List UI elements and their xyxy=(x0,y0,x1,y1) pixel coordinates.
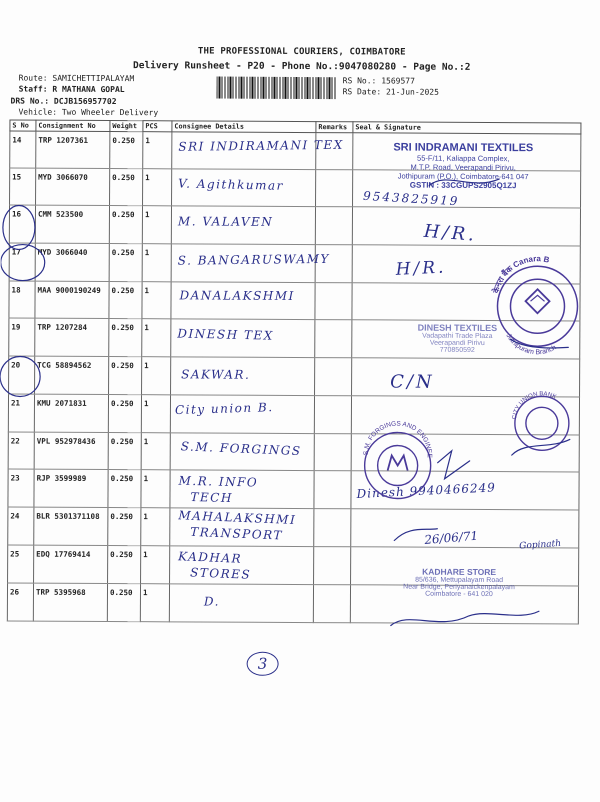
row-weight: 0.250 xyxy=(108,432,141,469)
col-sno: S No xyxy=(10,120,36,131)
row-sno: 22 xyxy=(8,432,34,469)
row-consignment-no: EDQ 17769414 xyxy=(34,545,108,583)
canara-seal-top-text: केनरा बैंक Canara B xyxy=(491,254,551,295)
row-remarks xyxy=(314,471,351,509)
indramani-stamp-line: M.T.P. Road, Veerapandi Pirivu, xyxy=(410,162,516,173)
table-row xyxy=(8,394,579,435)
row-weight: 0.250 xyxy=(107,583,140,621)
indramani-stamp-name: SRI INDRAMANI TEXTILES xyxy=(393,141,534,155)
indramani-stamp xyxy=(363,141,563,190)
consignee-handwritten: D. xyxy=(203,594,220,609)
row-consignee-cell xyxy=(170,508,314,547)
kadhare-stamp-line: Coimbatore - 641 020 xyxy=(425,590,493,599)
row-sno: 25 xyxy=(8,545,34,583)
barcode xyxy=(217,77,337,100)
consignee-handwritten: City union B. xyxy=(174,400,274,418)
row-weight: 0.250 xyxy=(110,132,143,169)
row-sno: 23 xyxy=(8,469,34,507)
runsheet-subtitle: Delivery Runsheet - P20 - Phone No.:9047080280 - Page No.:2 xyxy=(132,60,471,73)
row-sno: 14 xyxy=(10,131,36,168)
kadhare-stamp xyxy=(374,566,544,598)
row-pcs: 1 xyxy=(141,546,170,584)
row-pcs: 1 xyxy=(141,508,170,546)
row-consignment-no: CMM 523500 xyxy=(35,205,109,243)
row-remarks xyxy=(315,358,352,396)
row-weight: 0.250 xyxy=(110,169,143,206)
row-consignment-no: TRP 1207284 xyxy=(35,318,109,356)
row-consignment-no: TCG 58894562 xyxy=(35,356,109,394)
row-pcs: 1 xyxy=(142,244,171,282)
consignee-handwritten: KADHAR xyxy=(177,549,243,566)
delivery-table xyxy=(7,119,582,624)
consignee-handwritten: DANALAKSHMI xyxy=(179,288,295,303)
row-weight: 0.250 xyxy=(109,205,142,243)
row-sno: 18 xyxy=(9,281,35,318)
row-consignee-cell xyxy=(169,584,313,623)
row-weight: 0.250 xyxy=(109,356,142,394)
row-pcs: 1 xyxy=(143,132,172,169)
row15-signature: 9543825919 xyxy=(362,188,460,209)
row-consignee-cell xyxy=(170,546,314,585)
col-seal: Seal & Signature xyxy=(353,122,581,134)
sm-seal-arc-text: S.M. FORGINGS AND ENGINEERING xyxy=(362,420,433,458)
row-remarks xyxy=(315,320,352,358)
staff-label: Staff: R MATHANA GOPAL xyxy=(18,84,125,95)
drs-number: DRS No.: DCJB156957702 xyxy=(10,96,117,107)
row-sno: 26 xyxy=(7,583,33,621)
row-remarks xyxy=(315,245,352,283)
row23-signature: Dinesh 9940466249 xyxy=(356,480,497,501)
indramani-stamp-line: Jothipuram (P.O.), Coimbatore-641 047 xyxy=(397,171,529,182)
dinesh-stamp-line: Vadapathi Trade Plaza xyxy=(422,332,493,341)
rs-number: RS No.: 1569577 xyxy=(342,76,415,86)
row-consignment-no: RJP 3599989 xyxy=(34,469,108,507)
row16-signature: H/R. xyxy=(423,220,478,246)
row-remarks xyxy=(315,283,352,320)
row-remarks xyxy=(313,585,350,623)
row-remarks xyxy=(314,434,351,471)
row24-signature: 26/06/71 xyxy=(423,528,479,547)
consignee-handwritten: SAKWAR. xyxy=(181,367,251,382)
row-consignee-cell xyxy=(171,319,315,358)
consignee-handwritten-line2: STORES xyxy=(189,565,252,582)
row-weight: 0.250 xyxy=(108,394,141,432)
row-pcs: 1 xyxy=(140,584,169,622)
row-sno: 24 xyxy=(8,507,34,545)
row-consignment-no: MAA 9000190249 xyxy=(35,281,109,318)
row-pcs: 1 xyxy=(142,282,171,319)
row-consignment-no: TRP 1207361 xyxy=(36,131,110,168)
row-sno: 21 xyxy=(8,394,34,432)
table-row xyxy=(9,281,580,321)
table-row xyxy=(9,205,580,246)
dinesh-stamp-line: 770850592 xyxy=(439,346,475,354)
row-sno: 17 xyxy=(9,243,35,281)
row-pcs: 1 xyxy=(143,169,172,206)
table-row xyxy=(8,432,579,472)
row-weight: 0.250 xyxy=(108,545,141,583)
row-pcs: 1 xyxy=(142,357,171,395)
row-sno: 16 xyxy=(9,205,35,243)
consignee-handwritten: M.R. INFO xyxy=(178,473,259,490)
row20-signature: C/N xyxy=(390,371,435,393)
row-seal-signature xyxy=(352,245,580,284)
cub-seal-arc-text: CITY UNION BANK xyxy=(511,391,557,420)
consignee-handwritten: DINESH TEX xyxy=(177,326,274,343)
row-consignee-cell xyxy=(171,357,315,396)
row-pcs: 1 xyxy=(141,470,170,508)
row-sno: 19 xyxy=(9,318,35,356)
row-seal-signature xyxy=(351,396,579,435)
consignee-handwritten: S.M. FORGINGS xyxy=(180,439,302,459)
row-seal-signature xyxy=(352,283,580,321)
row-consignee-cell xyxy=(172,169,316,207)
row-remarks xyxy=(314,509,351,547)
route-label: Route: SAMICHETTIPALAYAM xyxy=(18,73,135,84)
row-consignee-cell xyxy=(170,395,314,434)
row-pcs: 1 xyxy=(142,319,171,357)
col-pcs: PCS xyxy=(143,121,172,132)
table-row xyxy=(8,507,579,548)
page-number-mark: 3 xyxy=(247,652,279,676)
row-consignment-no: MYD 3066070 xyxy=(36,168,110,205)
row-weight: 0.250 xyxy=(108,507,141,545)
indramani-stamp-gstin: GSTIN : 33CGUPS2905Q1ZJ xyxy=(409,180,517,191)
consignee-handwritten: SRI INDIRAMANI TEX xyxy=(178,137,344,154)
row24-signature-name: Gopinath xyxy=(518,538,562,552)
row-pcs: 1 xyxy=(142,206,171,244)
row-consignee-cell xyxy=(170,433,314,471)
col-consignee: Consignee Details xyxy=(172,121,316,133)
row-weight: 0.250 xyxy=(109,318,142,356)
row-consignee-cell xyxy=(170,470,314,509)
row-remarks xyxy=(316,133,353,170)
row-consignee-cell xyxy=(171,206,315,245)
indramani-stamp-line: 55-F/11, Kaliappa Complex, xyxy=(417,153,510,164)
row17-signature: H/R. xyxy=(395,257,447,280)
vehicle-label: Vehicle: Two Wheeler Delivery xyxy=(18,107,159,118)
row-weight: 0.250 xyxy=(108,469,141,507)
row-sno: 20 xyxy=(9,356,35,394)
row-weight: 0.250 xyxy=(109,281,142,318)
kadhare-stamp-line: 85/636, Mettupalayam Road xyxy=(415,576,504,585)
row-pcs: 1 xyxy=(141,395,170,433)
row-weight: 0.250 xyxy=(109,243,142,281)
col-weight: Weight xyxy=(110,121,143,132)
row-consignment-no: BLR 5301371108 xyxy=(34,507,108,545)
consignee-handwritten: MAHALAKSHMI xyxy=(178,508,297,528)
consignee-handwritten: S. BANGARUSWAMY xyxy=(177,251,330,268)
row-remarks xyxy=(314,396,351,434)
row-seal-signature xyxy=(351,434,579,472)
row-consignment-no: VPL 952978436 xyxy=(34,432,108,469)
dinesh-stamp-name: DINESH TEXTILES xyxy=(417,322,498,334)
kadhare-stamp-line: Near Bridge, Periyanaickenpalayam xyxy=(403,583,515,592)
company-title: THE PROFESSIONAL COURIERS, COIMBATORE xyxy=(197,46,406,58)
row-consignee-cell xyxy=(171,244,330,283)
consignee-handwritten-line2: TECH xyxy=(190,490,234,506)
consignee-handwritten-line2: TRANSPORT xyxy=(190,524,284,543)
row-pcs: 1 xyxy=(141,433,170,470)
row-consignment-no: MYD 3066040 xyxy=(35,243,109,281)
col-consignment: Consignment No xyxy=(36,120,110,131)
row-seal-signature xyxy=(352,358,580,397)
col-remarks: Remarks xyxy=(316,122,353,133)
consignee-handwritten: M. VALAVEN xyxy=(177,214,274,229)
dinesh-stamp-line: Veerapandi Pirivu xyxy=(429,339,485,347)
consignee-handwritten: V. Agithkumar xyxy=(177,176,284,193)
dinesh-stamp xyxy=(382,322,532,354)
row-consignee-cell xyxy=(172,132,344,170)
kadhare-stamp-name: KADHARE STORE xyxy=(422,566,497,578)
row-consignment-no: KMU 2071831 xyxy=(34,394,108,432)
row-remarks xyxy=(315,207,352,245)
row-consignee-cell xyxy=(171,282,315,320)
row-remarks xyxy=(316,170,353,207)
canara-seal-bottom-text: Jothipuram Branch xyxy=(504,332,558,357)
row-remarks xyxy=(314,547,351,585)
rs-date: RS Date: 21-Jun-2025 xyxy=(342,87,439,97)
row-sno: 15 xyxy=(10,168,36,205)
row-consignment-no: TRP 5395968 xyxy=(33,583,107,621)
table-row xyxy=(9,356,580,397)
table-row xyxy=(9,243,580,284)
